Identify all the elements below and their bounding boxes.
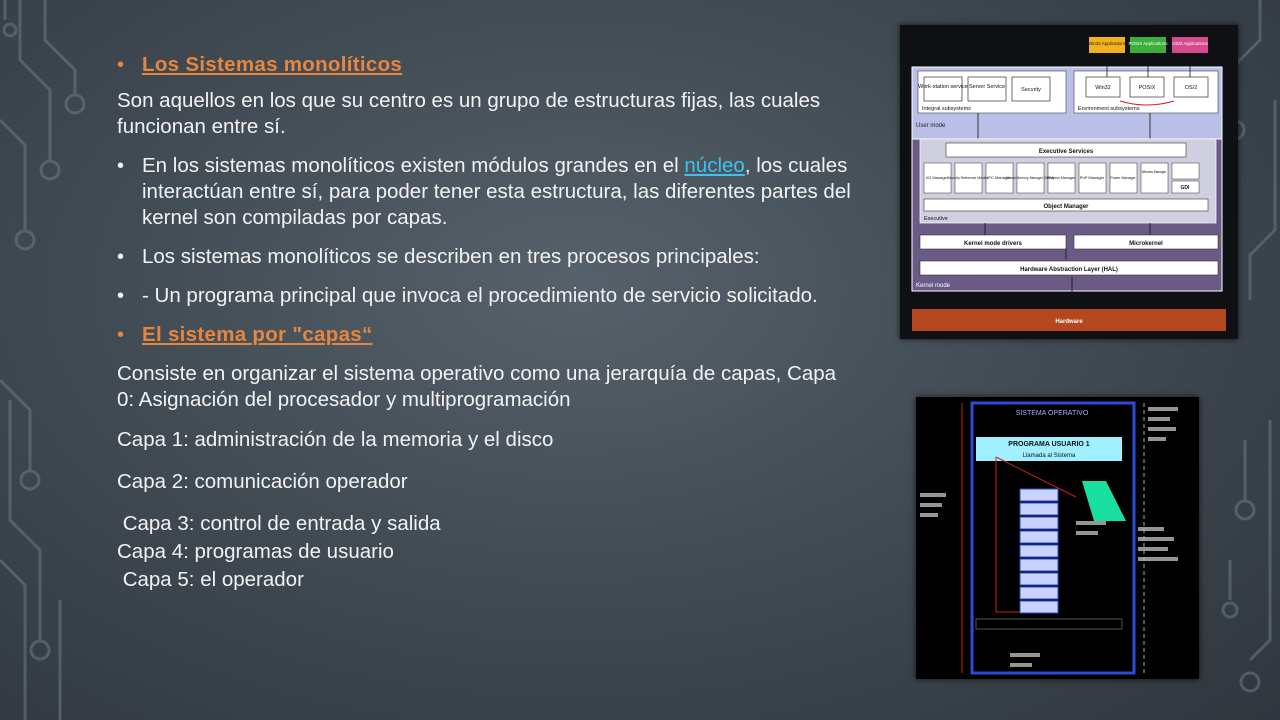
env-win32: Win32 bbox=[1095, 85, 1111, 91]
call-label: Llamada al Sistema bbox=[1022, 453, 1076, 459]
bullet-heading-monoliticos bbox=[117, 52, 897, 78]
env-posix: POSIX bbox=[1138, 85, 1156, 91]
executive-label: Executive bbox=[924, 216, 948, 222]
bullet-dot: • bbox=[117, 324, 125, 346]
capa-1: Capa 1: administración de la memoria y el disco bbox=[117, 428, 554, 451]
bullet-modulos-text-1: En los sistemas monolíticos existen módulos grandes en el bbox=[142, 154, 685, 177]
env-subsystems-label: Environment subsystems bbox=[1078, 106, 1140, 112]
microkernel: Microkernel bbox=[1129, 241, 1163, 247]
bullet-modulos-text-2: , los cuales interactúan entre sí, para poder tener esta estructura, las diferentes partes del kernel son compiladas por capas. bbox=[142, 154, 851, 229]
bullet-dot: • bbox=[117, 285, 125, 307]
integral-subsystems-label: Integral subsystems bbox=[922, 106, 971, 112]
manager-window: Window Manager bbox=[1141, 170, 1167, 174]
bullet-programa-text: - Un programa principal que invoca el procedimiento de servicio solicitado. bbox=[142, 284, 818, 307]
capa-3: Capa 3: control de entrada y salida bbox=[117, 512, 441, 535]
capa-4: Capa 4: programas de usuario bbox=[117, 540, 394, 563]
integral-server: Server Service bbox=[968, 84, 1006, 90]
kernel-drivers: Kernel mode drivers bbox=[963, 241, 1023, 247]
heading-capas[interactable]: El sistema por "capas“ bbox=[142, 323, 373, 346]
object-manager: Object Manager bbox=[1043, 204, 1089, 210]
bullet-dot: • bbox=[117, 155, 125, 177]
bullet-dot: • bbox=[117, 54, 125, 76]
manager-process: Process Manager bbox=[1046, 176, 1076, 180]
nucleo-link[interactable]: núcleo bbox=[684, 154, 745, 177]
capa-2: Capa 2: comunicación operador bbox=[117, 470, 408, 493]
hal-label: Hardware Abstraction Layer (HAL) bbox=[1020, 267, 1118, 273]
bullet-heading-capas bbox=[117, 322, 897, 348]
system-top-label: SISTEMA OPERATIVO bbox=[1015, 410, 1089, 417]
bullet-procesos bbox=[117, 244, 897, 270]
app-win32: Win32 Applications bbox=[1087, 41, 1127, 46]
app-os2: OS/2 Applications bbox=[1172, 41, 1208, 46]
bullet-modulos bbox=[117, 153, 897, 231]
kernel-mode-label: Kernel mode bbox=[916, 283, 951, 289]
executive-services: Executive Services bbox=[1038, 149, 1094, 155]
app-posix: POSIX Applications bbox=[1128, 41, 1168, 46]
slide-content bbox=[117, 52, 897, 593]
integral-security: Security bbox=[1021, 87, 1041, 93]
bullet-dot: • bbox=[117, 246, 125, 268]
bullet-procesos-text: Los sistemas monolíticos se describen en tres procesos principales: bbox=[142, 245, 760, 268]
user-mode-label: User mode bbox=[916, 123, 946, 129]
manager-security: Security Reference Monitor bbox=[947, 176, 989, 180]
integral-workstation: Work-station service bbox=[918, 84, 968, 90]
windows-architecture-diagram bbox=[900, 25, 1238, 339]
manager-io: I/O Manager bbox=[925, 175, 949, 180]
manager-power: Power Manager bbox=[1110, 176, 1136, 180]
manager-ipc: IPC Manager bbox=[987, 175, 1011, 180]
program-user-label: PROGRAMA USUARIO 1 bbox=[1008, 441, 1090, 448]
heading-monoliticos[interactable]: Los Sistemas monolíticos bbox=[142, 53, 403, 76]
paragraph-monoliticos bbox=[117, 88, 897, 140]
paragraph-monoliticos-text: Son aquellos en los que su centro es un grupo de estructuras fijas, las cuales funcionan entre sí. bbox=[117, 89, 821, 138]
env-os2: OS/2 bbox=[1184, 85, 1198, 91]
paragraph-capas: Consiste en organizar el sistema operativo como una jerarquía de capas, Capa 0: Asignación del procesador y multiprogramación bbox=[117, 362, 837, 411]
layers-memory-diagram bbox=[916, 397, 1199, 679]
manager-vmm: Virtual Memory Manager (VMM) bbox=[1005, 176, 1055, 180]
manager-pnp: PnP Manager bbox=[1079, 175, 1105, 180]
gdi-label: GDI bbox=[1180, 185, 1190, 191]
hardware-label: Hardware bbox=[1055, 319, 1083, 325]
capa-5: Capa 5: el operador bbox=[117, 568, 304, 591]
bullet-programa bbox=[117, 283, 897, 309]
